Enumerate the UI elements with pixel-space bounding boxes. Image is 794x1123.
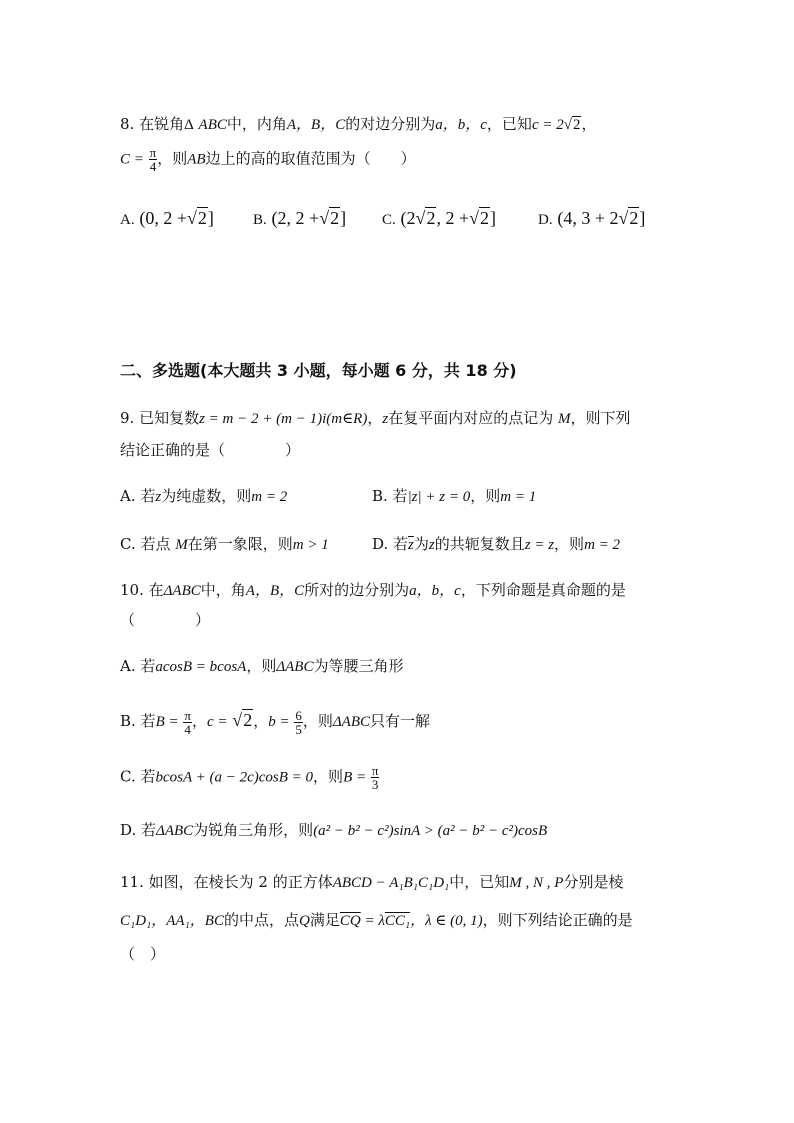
q10-line2: （ ） [120,611,211,629]
fraction-pi-over-3: $\frac{\pi}{3}$ [371,763,379,792]
sqrt-symbol: √2 [319,208,340,228]
q8-ab: AB [187,151,206,168]
q8-sides: a，b，c [435,117,487,133]
q9-line2: 结论正确的是（ ） [120,441,301,459]
q11-line1: 11. 如图，在棱长为 2 的正方体ABCD − A₁B₁C₁D₁中，已知M , N , P分别是棱 [120,873,624,891]
triangle-symbol: Δ [184,117,194,133]
q10-line1: 10. 在ΔABC中，角A，B，C所对的边分别为a，b，c，下列命题是真命题的是 [120,581,626,599]
q8-option-d: D. (4, 3 + 2√2] [538,208,646,228]
q8-text: 的对边分别为 [345,115,436,133]
q8-text: 中，内角 [226,115,287,133]
sqrt-symbol: √2 [469,208,489,228]
q10-option-a: A. 若acosB = bcosA，则ΔABC为等腰三角形 [120,657,404,675]
q8-line2: C = $\frac{\pi}{4}$ ，则AB边上的高的取值范围为（ ） [120,145,416,174]
sqrt-symbol: √2 [232,710,253,730]
sqrt-symbol: √2 [563,117,581,133]
q9-option-c: C. 若点 M在第一象限，则m > 1 [120,535,329,553]
q8-C-eq: C = [120,151,144,168]
q9-option-d: D. 若$\overline{z}$为z的共轭复数且z = z，则m = 2 [372,535,621,553]
fraction-6-over-5: $\frac{6}{5}$ [295,707,302,737]
q9-line1: 9. 已知复数z = m − 2 + (m − 1)i(m∈R)，z在复平面内对应的点记为 M，则下列 [120,409,631,427]
fraction-pi-over-4: $\frac{\pi}{4}$ [149,145,157,174]
q10-option-c: C. 若bcosA + (a − 2c)cosB = 0，则B = $\frac{\pi}{3}$ [120,763,379,792]
q11-line3: （ ） [120,945,166,963]
q10-option-b: B. 若B = $\frac{\pi}{4}$ ，c = √2，b = $\frac{6}{5}$ ，则ΔABC只有一解 [120,707,431,737]
q8-c-eq: c = 2 [531,117,564,133]
vector-cq: $\overline{CQ}$ [339,913,361,929]
q8-option-c: C. (2√2, 2 +√2] [382,208,496,228]
q9-option-b: B. 若|z| + z = 0，则m = 1 [372,487,537,505]
section-heading: 二、多选题(本大题共 3 小题，每小题 6 分，共 18 分) [120,361,517,380]
sqrt-symbol: √2 [618,208,639,228]
q10-option-d: D. 若ΔABC为锐角三角形，则(a² − b² − c²)sinA > (a² − b² − c²)cosB [120,821,548,839]
vector-cc1: CC₁ [384,913,411,929]
q8-line1: 8. 在锐角Δ ABC中，内角A，B，C的对边分别为a，b，c，已知c = 2√2， [120,112,596,137]
fraction-pi-over-4: $\frac{\pi}{4}$ [184,707,191,737]
q11-line2: C₁D₁，AA₁，BC的中点，点Q满足$\overline{CQ} = \lambda CC_1$，λ ∈ (0, 1)，则下列结论正确的是 [120,911,633,929]
q9-z-expression: z = m − 2 + (m − 1)i(m∈R) [199,411,368,427]
q9-option-a: A. 若z为纯虚数，则m = 2 [120,487,288,505]
q8-text: ，已知 [486,115,532,133]
q8-abc: ABC [198,117,227,133]
sqrt-symbol: √2 [187,208,207,228]
sqrt-symbol: √2 [415,208,436,228]
q8-option-b: B. (2, 2 +√2] [253,208,347,228]
q8-text: 8. 在锐角 [120,115,185,133]
q8-option-a: A. (0, 2 +√2] [120,208,214,228]
q8-vars: A，B，C [286,117,346,133]
